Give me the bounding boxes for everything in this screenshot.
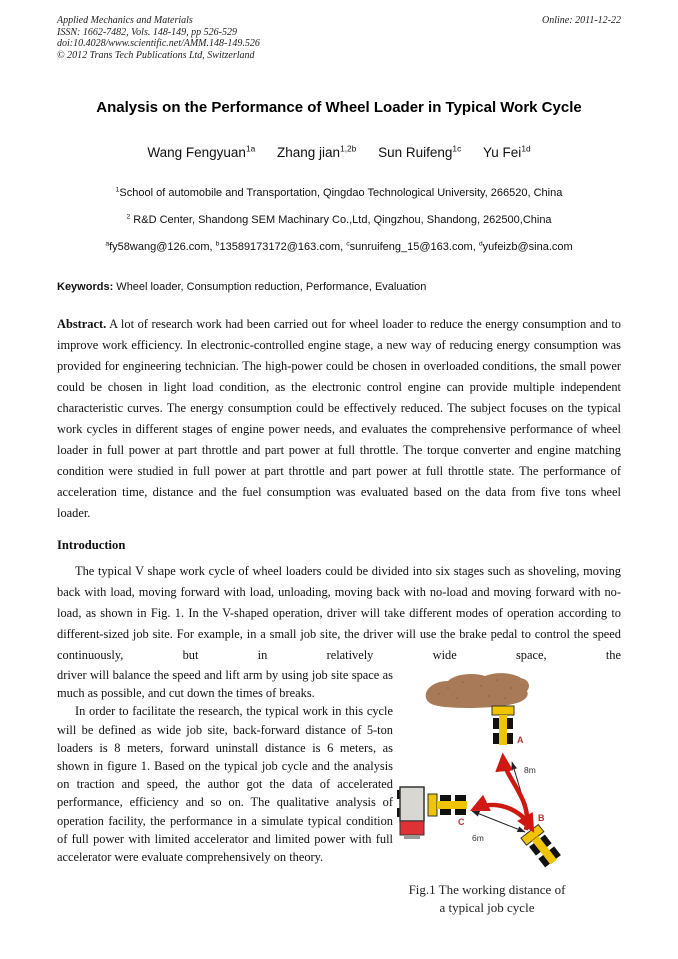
author-line [57, 145, 621, 161]
affiliation-2 [57, 214, 621, 227]
keywords-text: Wheel loader, Consumption reduction, Performance, Evaluation [113, 281, 427, 293]
introduction-paragraph-1: The typical V shape work cycle of wheel loaders could be divided into six stages such as shoveling, moving back with load, moving forward with load, unloading, moving back with no-load and moving forward with no-load, as shown in Fig. 1. In the V-shaped operation, driver will take different modes of operation according to different-sized job site. For example, in a small job site, the driver will use the brake pedal to control the speed continuously, but in relatively wide space, the [57, 564, 621, 662]
affiliation-text: School of automobile and Transportation, Qingdao Technological University, 266520, China [119, 187, 563, 199]
email-mark: c [346, 240, 350, 248]
label-distance-8m: 8m [524, 765, 536, 775]
author [277, 145, 356, 160]
affiliation-mark: 1 [115, 186, 120, 194]
email-mark: a [105, 240, 110, 248]
abstract-text: A lot of research work had been carried out for wheel loader to reduce the energy consumption and to improve work efficiency. In electronic-controlled engine stage, a new way of reducing energy consumption was provided for engineering technician. The high-power could be chosen in overloaded conditions, the small power could be chosen in light load condition, as the electronic control engine can provide multiple independent characteristic curves. The energy consumption could be effectively reduced. The subject focuses on the typical work cycles in different stages of engine power needs, and evaluates the comprehensive performance of wheel loader in full power at part throttle and part power at full throttle. The torque converter and engine matching condition were studied in full power at part throttle and part power at full throttle state. The performance of acceleration time, distance and the fuel consumption was evaluated based on the data from five tons wheel loader. [57, 317, 621, 520]
dump-truck [397, 787, 424, 839]
figure-1-image [393, 668, 581, 917]
work-cycle-diagram [393, 668, 581, 868]
email-line [57, 241, 621, 254]
email-address: sunruifeng_15@163.com, [349, 241, 479, 253]
author-affiliation-mark: 1c [452, 143, 462, 154]
keywords-line [57, 280, 621, 294]
label-point-a: A [517, 735, 524, 745]
figure-caption [393, 881, 581, 917]
figure-1 [393, 668, 621, 917]
author-name: Zhang jian [277, 145, 341, 160]
email-address: fy58wang@126.com, [109, 241, 216, 253]
author-name: Wang Fengyuan [147, 145, 246, 160]
affiliation-mark: 2 [126, 213, 131, 221]
wheel-loader-a [492, 706, 514, 745]
author [147, 145, 255, 160]
abstract [57, 314, 621, 524]
author-name: Yu Fei [483, 145, 522, 160]
journal-header-left [57, 15, 260, 61]
author-affiliation-mark: 1a [245, 143, 256, 154]
path-arrow-b-to-c [474, 805, 532, 829]
wheel-loader-b [521, 825, 562, 868]
email-address: 13589173172@163.com, [219, 241, 347, 253]
label-point-c: C [458, 817, 465, 827]
affiliation-1 [57, 187, 621, 200]
author-affiliation-mark: 1d [521, 143, 531, 154]
author [483, 145, 531, 160]
dirt-pile [426, 673, 529, 708]
section-heading-introduction: Introduction [57, 538, 126, 552]
email-address: yufeizb@sina.com [482, 241, 573, 253]
abstract-label: Abstract. [57, 317, 107, 331]
keywords-label: Keywords: [57, 281, 114, 293]
figure-caption-line1: Fig.1 The working distance of [408, 882, 566, 897]
email-mark: d [478, 240, 483, 248]
journal-name: Applied Mechanics and Materials [57, 15, 193, 26]
author-name: Sun Ruifeng [378, 145, 453, 160]
author-affiliation-mark: 1,2b [340, 143, 357, 154]
author [378, 145, 461, 160]
paper-title: Analysis on the Performance of Wheel Loader in Typical Work Cycle [96, 99, 582, 116]
journal-header [57, 15, 621, 61]
introduction-paragraph-1-wrapped: driver will balance the speed and lift arm by using job site space as much as possible, and cut down the times of breaks. [57, 668, 393, 701]
journal-issn: ISSN: 1662-7482, Vols. 148-149, pp 526-529 [57, 26, 237, 38]
journal-doi: doi:10.4028/www.scientific.net/AMM.148-149.526 [57, 38, 260, 49]
wheel-loader-c [428, 794, 467, 816]
online-date: Online: 2011-12-22 [542, 15, 621, 26]
label-distance-6m: 6m [472, 833, 484, 843]
journal-copyright: © 2012 Trans Tech Publications Ltd, Switzerland [57, 49, 255, 61]
affiliation-text: R&D Center, Shandong SEM Machinary Co.,Ltd, Qingzhou, Shandong, 262500,China [130, 214, 552, 226]
figure-caption-line2: a typical job cycle [439, 900, 535, 915]
label-point-b: B [538, 813, 545, 823]
introduction-paragraph-2: In order to facilitate the research, the typical work in this cycle will be defined as wide job site, back-forward distance of 5-ton loaders is 8 meters, forward uninstall distance is 6 meters, as shown in figure 1. Based on the typical job cycle and the analysis on traction and speed, the author got the data of accelerated performance, efficiency and so on. The qualitative analysis of operation facility, the performance in a simulate typical condition of full power with limited accelerator and limited power with full accelerator were evaluate comprehensively on theory. [57, 704, 393, 865]
email-mark: b [215, 240, 220, 248]
